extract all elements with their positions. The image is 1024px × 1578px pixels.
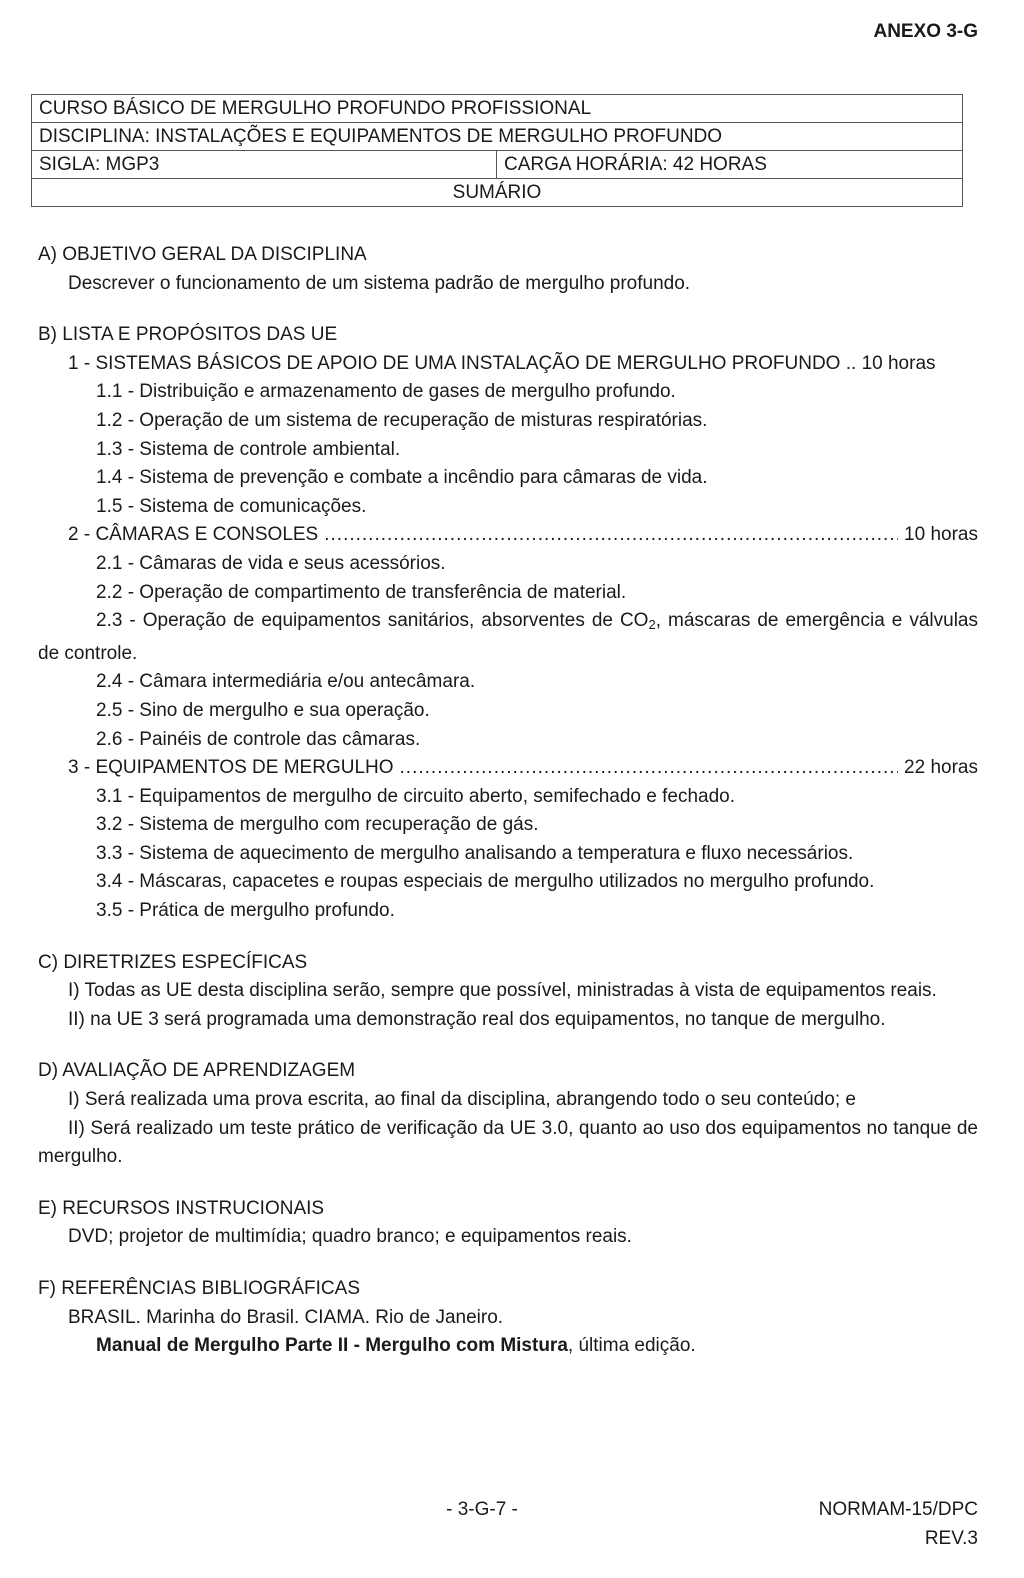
revision: REV.3 bbox=[924, 1528, 978, 1549]
topic-3-row bbox=[38, 754, 978, 783]
topic-2-item: 2.4 - Câmara intermediária e/ou antecâmara. bbox=[96, 671, 476, 693]
topic-2-item: 2.6 - Painéis de controle das câmaras. bbox=[96, 728, 421, 750]
topic-1-item: 1.3 - Sistema de controle ambiental. bbox=[96, 438, 401, 460]
annex-label: ANEXO 3-G bbox=[873, 21, 978, 42]
topic-3-item: 3.2 - Sistema de mergulho com recuperação de gás. bbox=[96, 814, 539, 836]
topic-1-item: 1.4 - Sistema de prevenção e combate a incêndio para câmaras de vida. bbox=[96, 467, 708, 489]
course-hours: CARGA HORÁRIA: 42 HORAS bbox=[497, 151, 963, 179]
topic-3-label: 3 - EQUIPAMENTOS DE MERGULHO bbox=[68, 757, 394, 779]
section-e-text: DVD; projetor de multimídia; quadro branco; e equipamentos reais. bbox=[68, 1226, 632, 1248]
topic-2-hours: 10 horas bbox=[904, 524, 978, 546]
section-d-title: D) AVALIAÇÃO DE APRENDIZAGEM bbox=[38, 1060, 356, 1082]
section-a-text: Descrever o funcionamento de um sistema padrão de mergulho profundo. bbox=[68, 272, 691, 294]
topic-2-item: 2.3 - Operação de equipamentos sanitários, absorventes de $CO_2$, máscaras de emergência e válvulas de controle. bbox=[38, 610, 978, 664]
section-c-title: C) DIRETRIZES ESPECÍFICAS bbox=[38, 951, 308, 973]
topic-2-item: 2.1 - Câmaras de vida e seus acessórios. bbox=[96, 552, 446, 574]
summary-heading: SUMÁRIO bbox=[32, 179, 963, 207]
topic-1-label: 1 - SISTEMAS BÁSICOS DE APOIO DE UMA INSTALAÇÃO DE MERGULHO PROFUNDO .. 10 horas bbox=[68, 352, 936, 374]
topic-3-hours: 22 horas bbox=[904, 757, 978, 779]
course-header-table bbox=[31, 94, 963, 207]
topic-1-item: 1.5 - Sistema de comunicações. bbox=[96, 495, 367, 517]
document-body bbox=[38, 241, 978, 1361]
topic-1-item: 1.1 - Distribuição e armazenamento de gases de mergulho profundo. bbox=[96, 381, 676, 403]
section-d-paragraph: I) Será realizada uma prova escrita, ao final da disciplina, abrangendo todo o seu conteúdo; e bbox=[68, 1089, 856, 1111]
discipline-name: DISCIPLINA: INSTALAÇÕES E EQUIPAMENTOS DE MERGULHO PROFUNDO bbox=[32, 123, 963, 151]
leader-dots bbox=[324, 521, 898, 550]
section-c-paragraph: I) Todas as UE desta disciplina serão, sempre que possível, ministradas à vista de equipamentos reais. bbox=[68, 980, 937, 1002]
section-e-title: E) RECURSOS INSTRUCIONAIS bbox=[38, 1197, 325, 1219]
topic-3-item: 3.5 - Prática de mergulho profundo. bbox=[96, 900, 395, 922]
page-number: - 3-G-7 - bbox=[446, 1499, 518, 1520]
norm-code: NORMAM-15/DPC bbox=[818, 1499, 978, 1520]
course-code: SIGLA: MGP3 bbox=[32, 151, 497, 179]
topic-2-row bbox=[38, 521, 978, 550]
section-c-paragraph: II) na UE 3 será programada uma demonstração real dos equipamentos, no tanque de mergulho. bbox=[68, 1008, 886, 1030]
section-f-title: F) REFERÊNCIAS BIBLIOGRÁFICAS bbox=[38, 1278, 360, 1299]
topic-3-item: 3.4 - Máscaras, capacetes e roupas especiais de mergulho utilizados no mergulho profundo. bbox=[96, 871, 875, 893]
reference-book-title: Manual de Mergulho Parte II - Mergulho com Mistura bbox=[96, 1335, 568, 1357]
reference-book: Manual de Mergulho Parte II - Mergulho com Mistura, última edição. bbox=[96, 1335, 696, 1357]
leader-dots bbox=[400, 754, 899, 783]
course-name: CURSO BÁSICO DE MERGULHO PROFUNDO PROFISSIONAL bbox=[32, 95, 963, 123]
section-b-title: B) LISTA E PROPÓSITOS DAS UE bbox=[38, 324, 338, 346]
topic-1-item: 1.2 - Operação de um sistema de recuperação de misturas respiratórias. bbox=[96, 409, 708, 431]
topic-2-item: 2.5 - Sino de mergulho e sua operação. bbox=[96, 699, 430, 721]
topic-2-item: 2.2 - Operação de compartimento de transferência de material. bbox=[96, 581, 627, 603]
topic-2-label: 2 - CÂMARAS E CONSOLES bbox=[68, 524, 319, 546]
reference-line: BRASIL. Marinha do Brasil. CIAMA. Rio de Janeiro. bbox=[68, 1306, 504, 1328]
section-a-title: A) OBJETIVO GERAL DA DISCIPLINA bbox=[38, 244, 367, 265]
topic-3-item: 3.1 - Equipamentos de mergulho de circuito aberto, semifechado e fechado. bbox=[96, 785, 735, 807]
topic-3-item: 3.3 - Sistema de aquecimento de mergulho analisando a temperatura e fluxo necessários. bbox=[96, 842, 854, 864]
section-d-paragraph: II) Será realizado um teste prático de verificação da UE 3.0, quanto ao uso dos equipamentos no tanque de mergulho. bbox=[38, 1117, 978, 1168]
